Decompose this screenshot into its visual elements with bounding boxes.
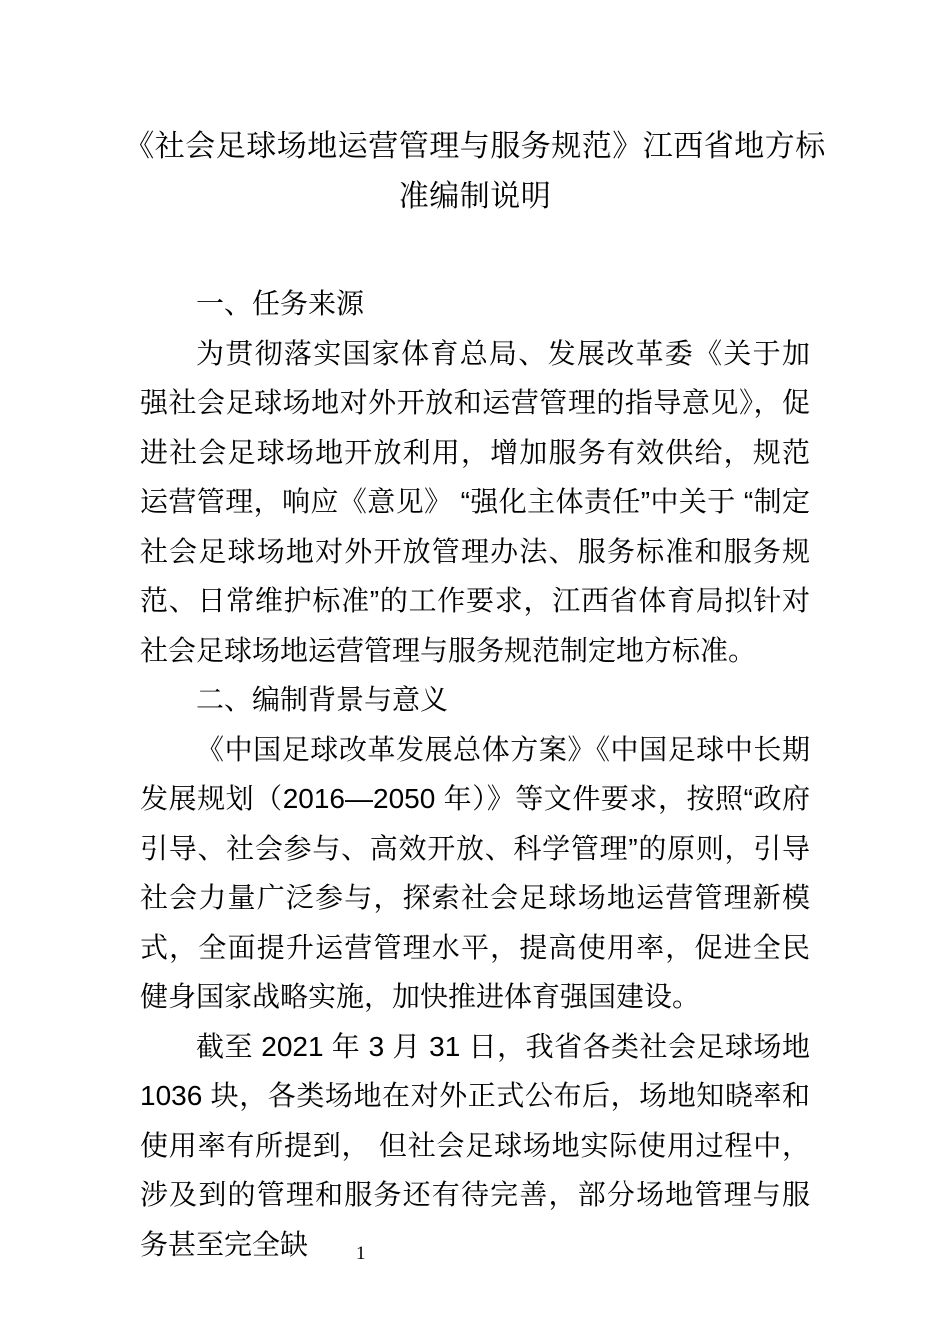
heading-background-significance: 二、编制背景与意义 [196,684,449,715]
document-title-line-2: 准编制说明 [398,179,552,213]
document-body [140,279,810,1269]
paragraph-field-statistics: 截至 2021 年 3 月 31 日，我省各类社会足球场地 1036 块，各类场地在对外正式公布后，场地知晓率和使用率有所提到， 但社会足球场地实际使用过程中，涉及到的管理和服务还有待完善，部分场地管理与服务甚至完全缺 [140,1030,810,1260]
paragraph-background-significance: 《中国足球改革发展总体方案》《中国足球中长期发展规划（2016—2050 年）》等文件要求，按照“政府引导、社会参与、高效开放、科学管理”的原则，引导社会力量广泛参与，探索社会足球场地运营管理新模式，全面提升运营管理水平，提高使用率，促进全民健身国家战略实施，加快推进体育强国建设。 [140,733,810,1012]
paragraph-task-source: 为贯彻落实国家体育总局、发展改革委《关于加强社会足球场地对外开放和运营管理的指导意见》，促进社会足球场地开放利用，增加服务有效供给，规范运营管理，响应《意见》 “强化主体责任”中关于 “制定社会足球场地对外开放管理办法、服务标准和服务规范、日常维护标准”的工作要求，江西省体育局拟针对社会足球场地运营管理与服务规范制定地方标准。 [140,337,810,666]
heading-task-source: 一、任务来源 [196,288,365,319]
document-title [90,122,860,221]
document-title-line-1: 《社会足球场地运营管理与服务规范》江西省地方标 [124,130,826,163]
page-number: 1 [356,1243,366,1264]
